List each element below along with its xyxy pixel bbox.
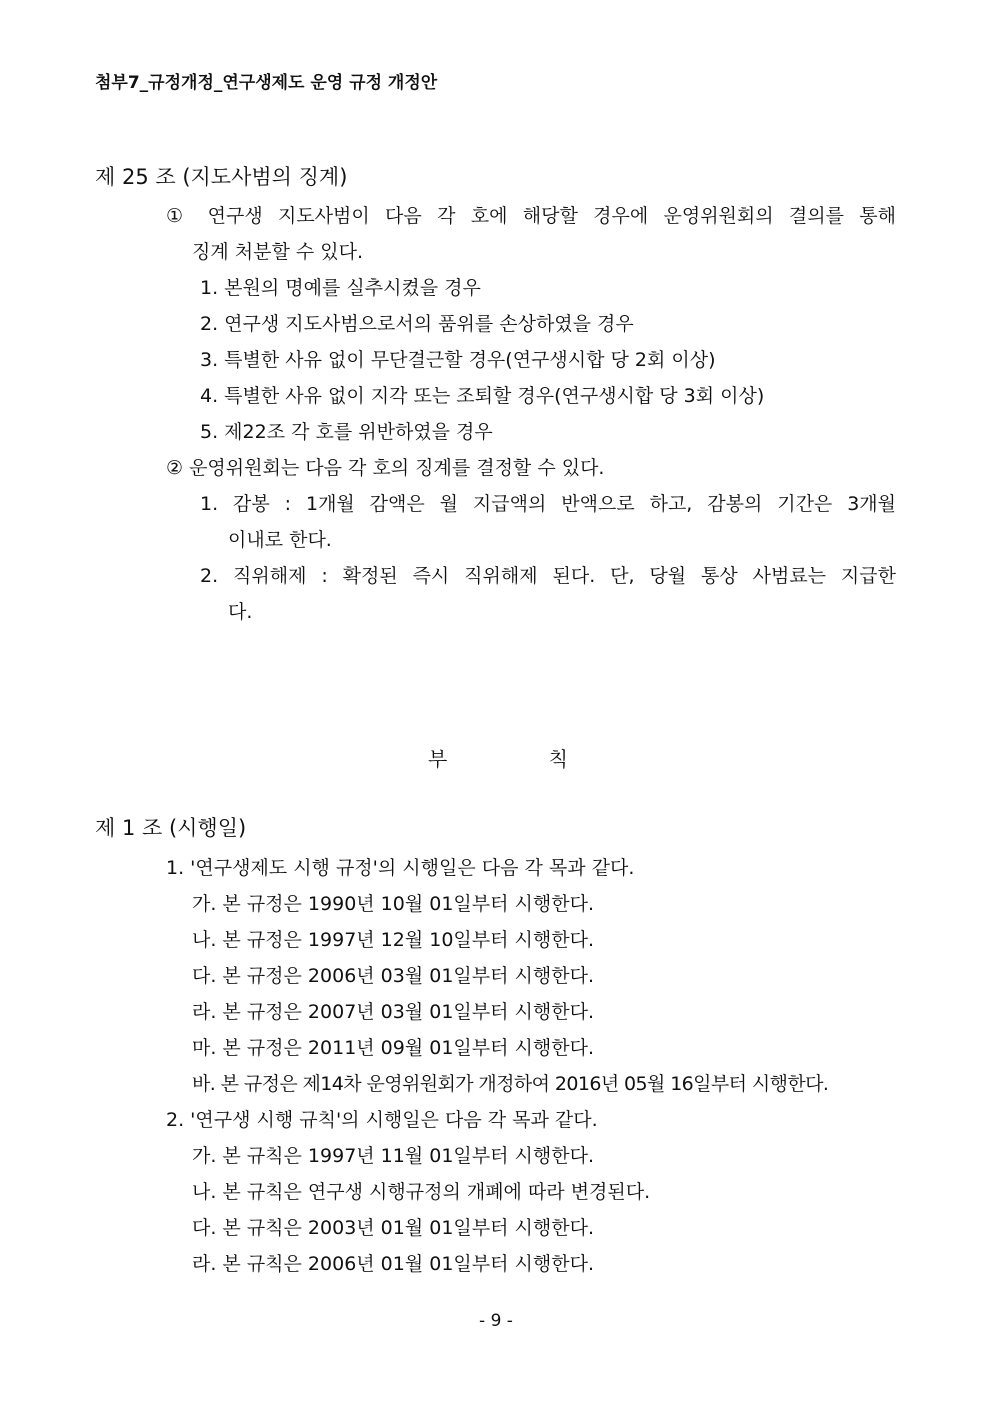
article-25-title: 제 25 조 (지도사범의 징계) [95,165,348,189]
page-number: - 9 - [479,1311,513,1331]
article-25-paragraph-2: ② 운영위원회는 다음 각 호의 징계를 결정할 수 있다. [166,457,605,479]
document-header: 첨부7_규정개정_연구생제도 운영 규정 개정안 [95,73,438,93]
section-2-title: 2. '연구생 시행 규칙'의 시행일은 다음 각 목과 같다. [166,1109,598,1131]
penalty-item-line-2: 다. [228,601,253,623]
article-1-title: 제 1 조 (시행일) [95,816,247,840]
article-25-item: 1. 본원의 명예를 실추시켰을 경우 [200,277,481,299]
penalty-item-line-1: 1. 감봉 : 1개월 감액은 월 지급액의 반액으로 하고, 감봉의 기간은 3개월 [200,493,896,515]
section-2-item: 라. 본 규칙은 2006년 01월 01일부터 시행한다. [192,1253,594,1275]
article-25-paragraph-1-line-1: ① 연구생 지도사범이 다음 각 호에 해당할 경우에 운영위원회의 결의를 통해 [166,205,896,227]
supplementary-char: 칙 [548,747,568,771]
section-1-item: 가. 본 규정은 1990년 10월 01일부터 시행한다. [192,893,594,915]
section-1-item: 바. 본 규정은 제14차 운영위원회가 개정하여 2016년 05월 16일부터 시행한다. [192,1073,829,1095]
section-1-item: 나. 본 규정은 1997년 12월 10일부터 시행한다. [192,929,594,951]
article-25-paragraph-1-line-2: 징계 처분할 수 있다. [192,241,363,263]
supplementary-char: 부 [428,747,448,771]
section-1-item: 마. 본 규정은 2011년 09월 01일부터 시행한다. [192,1037,594,1059]
section-1-item: 라. 본 규정은 2007년 03월 01일부터 시행한다. [192,1001,594,1023]
article-25-item: 5. 제22조 각 호를 위반하였을 경우 [200,421,493,443]
supplementary-provisions-title [428,743,568,772]
penalty-item-line-2: 이내로 한다. [228,529,332,551]
section-1-item: 다. 본 규정은 2006년 03월 01일부터 시행한다. [192,965,594,987]
penalty-item-line-1: 2. 직위해제 : 확정된 즉시 직위해제 된다. 단, 당월 통상 사범료는 지급한 [200,565,896,587]
article-25-item: 3. 특별한 사유 없이 무단결근할 경우(연구생시합 당 2회 이상) [200,349,716,371]
section-1-title: 1. '연구생제도 시행 규정'의 시행일은 다음 각 목과 같다. [166,857,635,879]
section-2-item: 나. 본 규칙은 연구생 시행규정의 개폐에 따라 변경된다. [192,1181,651,1203]
article-25-item: 2. 연구생 지도사범으로서의 품위를 손상하였을 경우 [200,313,634,335]
section-2-item: 가. 본 규칙은 1997년 11월 01일부터 시행한다. [192,1145,594,1167]
section-2-item: 다. 본 규칙은 2003년 01월 01일부터 시행한다. [192,1217,594,1239]
article-25-item: 4. 특별한 사유 없이 지각 또는 조퇴할 경우(연구생시합 당 3회 이상) [200,385,765,407]
